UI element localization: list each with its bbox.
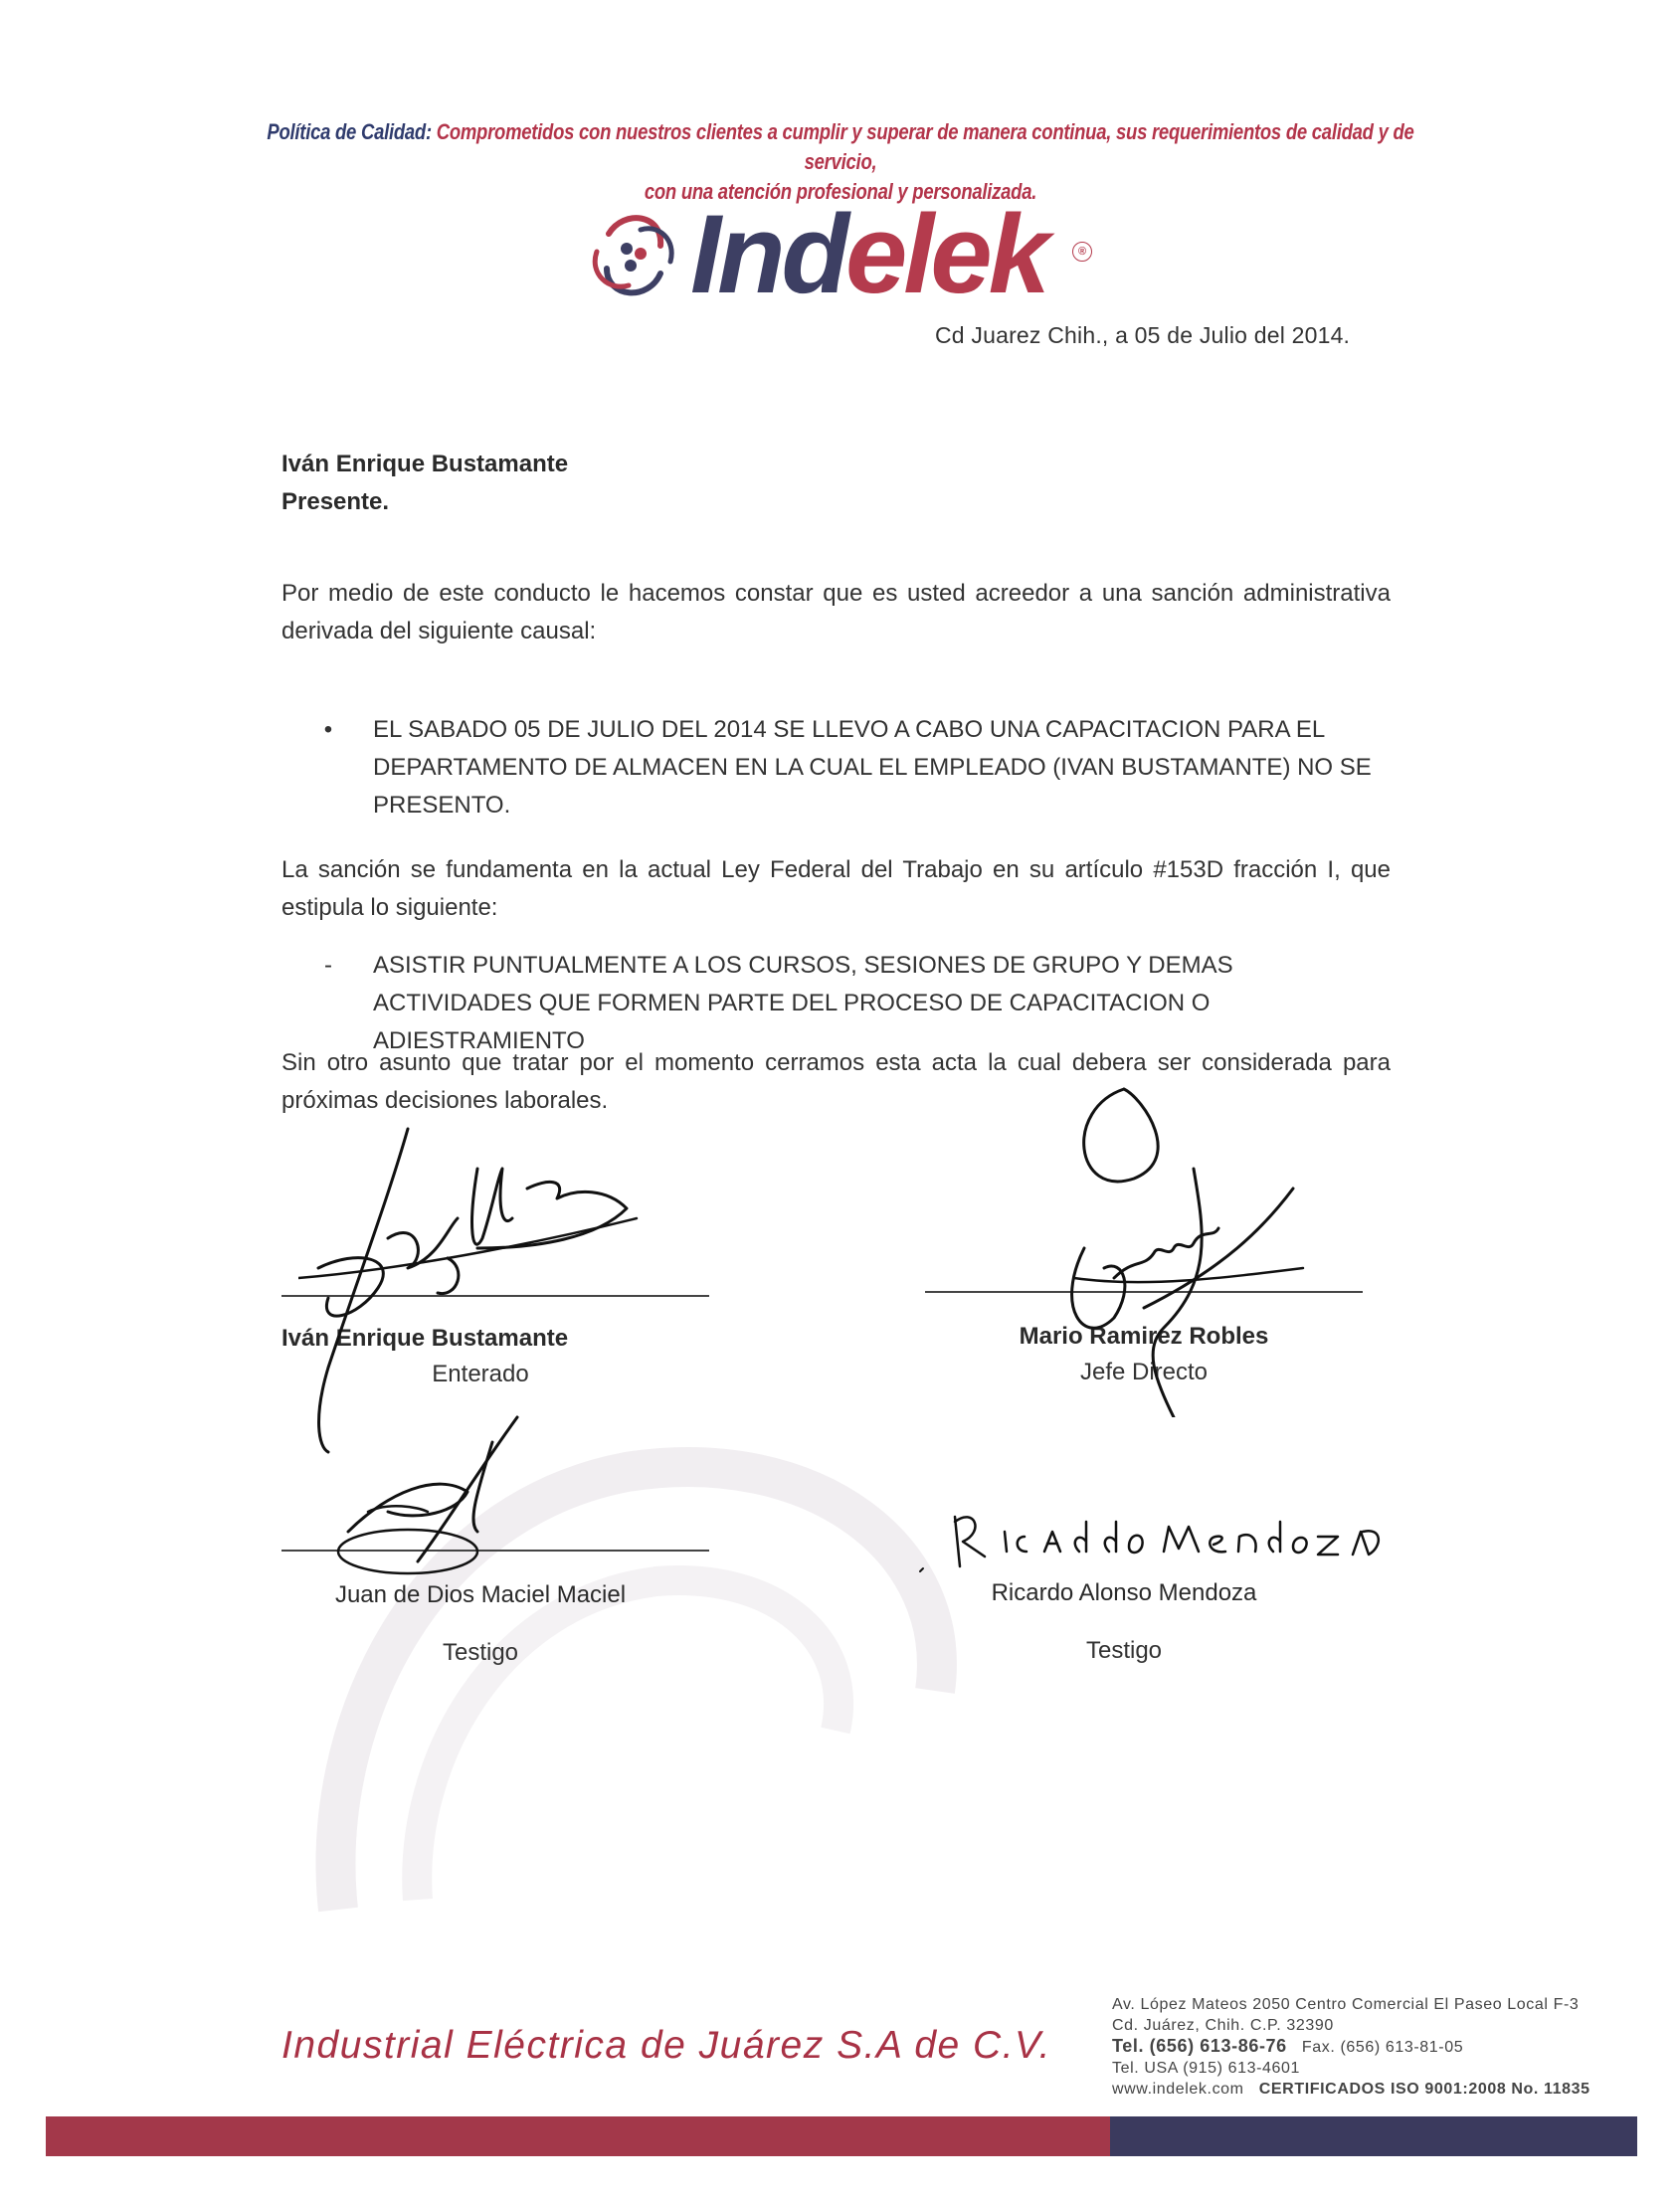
signature-name-employee: Iván Enrique Bustamante [281,1325,569,1352]
signature-name-witness-1: Juan de Dios Maciel Maciel [334,1581,627,1608]
signature-name-supervisor: Mario Ramirez Robles [1019,1323,1269,1350]
bullet-mark-2: - [324,952,332,979]
bullet-item-1 [318,711,1393,824]
phone-number: Tel. (656) 613-86-76 [1112,2036,1287,2056]
footer-stripe-blue [1110,2116,1637,2156]
bullet-mark-1: • [323,716,333,743]
signature-supervisor-handwritten [1044,1079,1343,1417]
signature-role-employee: Enterado [432,1361,529,1387]
address-line-1: Av. López Mateos 2050 Centro Comercial El Paseo Local F-3 [1112,1996,1580,2013]
company-name: Industrial Eléctrica de Juárez S.A de C.V. [281,2024,1051,2067]
address-line-2: Cd. Juárez, Chih. C.P. 32390 [1112,2017,1334,2034]
logo-swirl-icon [579,204,688,313]
footer-stripe-red [46,2116,1110,2156]
signature-role-witness-2: Testigo [1085,1637,1163,1664]
signature-role-supervisor: Jefe Directo [1079,1359,1209,1385]
closing-paragraph: Sin otro asunto que tratar por el momento cerramos esta acta la cual debera ser considerada para próximas decisiones laborales. [281,1049,1391,1114]
policy-lead: Política de Calidad: [267,119,432,144]
recipient-greeting: Presente. [281,488,390,515]
indelek-logo [579,192,1096,318]
bullet-text-1: EL SABADO 05 DE JULIO DEL 2014 SE LLEVO A CABO UNA CAPACITACION PARA EL DEPARTAMENTO DE ALMACEN EN LA CUAL EL EMPLEADO (IVAN BUSTAMANTE) NO SE PRESENTO. [373,716,1372,819]
company-address [1112,1994,1590,2100]
recipient-name: Iván Enrique Bustamante [281,451,569,477]
web-cert-line [1112,2079,1590,2100]
date-line: Cd Juarez Chih., a 05 de Julio del 2014. [935,322,1351,348]
policy-text-2: con una atención profesional y personalizada. [644,179,1037,204]
website-link[interactable]: www.indelek.com [1112,2081,1244,2098]
logo-word-part-2: elek [844,192,1046,316]
fax-number: Fax. (656) 613-81-05 [1301,2039,1464,2056]
signature-witness-2-handwritten [915,1497,1393,1576]
signature-name-witness-2: Ricardo Alonso Mendoza [991,1579,1257,1606]
bullet-text-2: ASISTIR PUNTUALMENTE A LOS CURSOS, SESIONES DE GRUPO Y DEMAS ACTIVIDADES QUE FORMEN PARTE DEL PROCESO DE CAPACITACION O ADIESTRAMIENTO [373,952,1233,1054]
signature-role-witness-1: Testigo [442,1639,519,1666]
logo-word-part-1: Ind [690,192,845,316]
iso-certification: CERTIFICADOS ISO 9001:2008 No. 11835 [1258,2081,1590,2098]
basis-paragraph: La sanción se fundamenta en la actual Ley Federal del Trabajo en su artículo #153D fracción I, que estipula lo siguiente: [281,856,1391,921]
intro-paragraph: Por medio de este conducto le hacemos constar que es usted acreedor a una sanción administrativa derivada del siguiente causal: [281,580,1391,644]
logo-wordmark [690,190,1046,319]
policy-text-1: Comprometidos con nuestros clientes a cumplir y superar de manera continua, sus requerimientos de calidad y de servicio, [431,119,1414,174]
phone-fax-line [1112,2036,1590,2058]
signature-employee-handwritten [298,1119,656,1457]
bullet-item-2 [318,947,1393,1060]
registered-mark: ® [1072,242,1092,262]
recipient [281,446,568,521]
phone-usa: Tel. USA (915) 613-4601 [1112,2060,1301,2077]
signature-witness-1-handwritten [328,1412,557,1581]
policy-line-1 [235,117,1446,177]
